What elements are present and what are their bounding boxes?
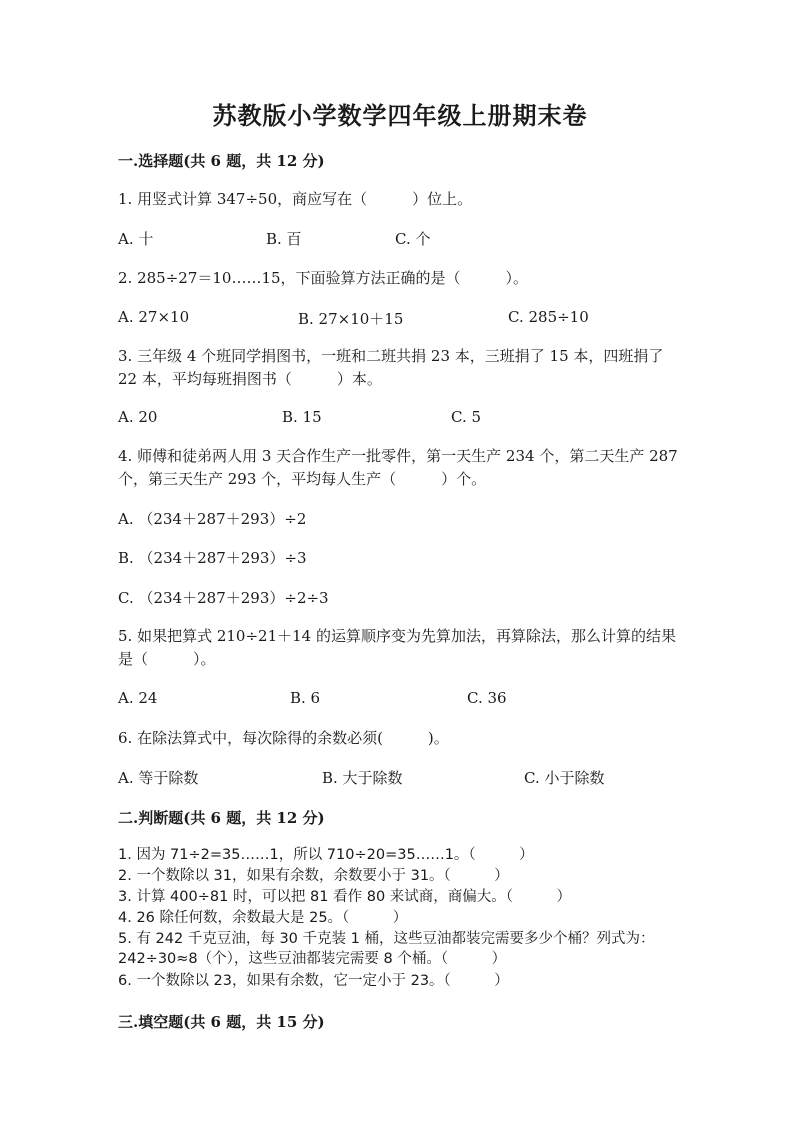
question-4: 4. 师傅和徒弟两人用 3 天合作生产一批零件，第一天生产 234 个，第二天生产 287 个，第三天生产 293 个，平均每人生产（ ）个。 (118, 447, 678, 488)
q5-option-a: A. 24 (118, 689, 158, 707)
q2-option-a: A. 27×10 (118, 308, 190, 326)
tf-item-6: 6. 一个数除以 23，如果有余数，它一定小于 23。（ ） (118, 973, 509, 989)
section-heading-choice: 一.选择题(共 6 题，共 12 分) (118, 152, 325, 170)
tf-item-2: 2. 一个数除以 31，如果有余数，余数要小于 31。（ ） (118, 868, 509, 884)
section-heading-true-false: 二.判断题(共 6 题，共 12 分) (118, 809, 325, 827)
tf-item-5: 5. 有 242 千克豆油，每 30 千克装 1 桶，这些豆油都装完需要多少个桶？列式为：242÷30≈8（个），这些豆油都装完需要 8 个桶。（ ） (118, 931, 655, 967)
q2-option-c: C. 285÷10 (508, 308, 589, 326)
question-3: 3. 三年级 4 个班同学捐图书，一班和二班共捐 23 本，三班捐了 15 本，四班捐了 22 本，平均每班捐图书（ ）本。 (118, 347, 664, 388)
q4-option-b: B. （234＋287＋293）÷3 (118, 549, 307, 567)
q3-option-c: C. 5 (451, 408, 482, 426)
question-6: 6. 在除法算式中，每次除得的余数必须( )。 (118, 729, 449, 747)
q5-option-c: C. 36 (467, 689, 507, 707)
section-heading-fill-blank: 三.填空题(共 6 题，共 15 分) (118, 1013, 325, 1031)
page-title: 苏教版小学数学四年级上册期末卷 (212, 101, 588, 130)
q2-option-b: B. 27×10＋15 (298, 310, 404, 328)
question-5: 5. 如果把算式 210÷21＋14 的运算顺序变为先算加法，再算除法，那么计算的结果是（ ）。 (118, 627, 676, 668)
q6-option-a: A. 等于除数 (118, 769, 199, 787)
q1-option-a: A. 十 (118, 230, 154, 248)
q6-option-c: C. 小于除数 (524, 769, 605, 787)
q4-option-c: C. （234＋287＋293）÷2÷3 (118, 589, 329, 607)
tf-item-1: 1. 因为 71÷2=35……1，所以 710÷20=35……1。（ ） (118, 847, 534, 863)
question-2: 2. 285÷27＝10……15，下面验算方法正确的是（ ）。 (118, 269, 529, 287)
tf-item-4: 4. 26 除任何数，余数最大是 25。（ ） (118, 910, 408, 926)
question-1: 1. 用竖式计算 347÷50，商应写在（ ）位上。 (118, 190, 473, 208)
q3-option-b: B. 15 (282, 408, 322, 426)
q3-option-a: A. 20 (118, 408, 158, 426)
q1-option-b: B. 百 (266, 230, 302, 248)
q6-option-b: B. 大于除数 (322, 769, 403, 787)
q1-option-c: C. 个 (395, 230, 431, 248)
tf-item-3: 3. 计算 400÷81 时，可以把 81 看作 80 来试商，商偏大。（ ） (118, 889, 572, 905)
q5-option-b: B. 6 (290, 689, 321, 707)
q4-option-a: A. （234＋287＋293）÷2 (118, 510, 307, 528)
